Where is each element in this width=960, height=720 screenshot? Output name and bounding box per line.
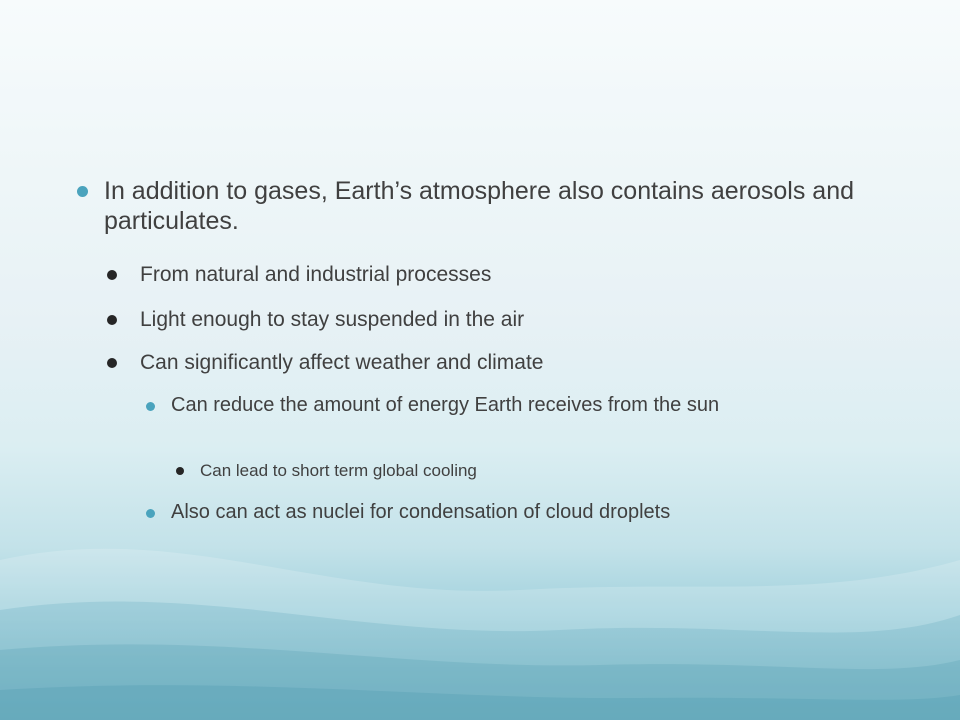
- bullet-icon: [107, 315, 117, 325]
- bullet-icon: [176, 467, 184, 475]
- bullet-text: Also can act as nuclei for condensation of cloud droplets: [171, 501, 671, 523]
- bullet-text: Can reduce the amount of energy Earth receives from the sun: [171, 394, 720, 416]
- bullet-text: From natural and industrial processes: [140, 263, 492, 286]
- bullet-text: Can significantly affect weather and climate: [140, 351, 544, 374]
- bullet-text: Light enough to stay suspended in the air: [140, 308, 525, 331]
- bullet-text: Can lead to short term global cooling: [200, 461, 477, 480]
- bullet-icon: [107, 270, 117, 280]
- bullet-icon: [107, 358, 117, 368]
- bullet-icon: [77, 186, 88, 197]
- bullet-icon: [146, 509, 155, 518]
- bullet-text: In addition to gases, Earth’s atmosphere also contains aerosols and particulates.: [104, 177, 854, 235]
- bullet-icon: [146, 402, 155, 411]
